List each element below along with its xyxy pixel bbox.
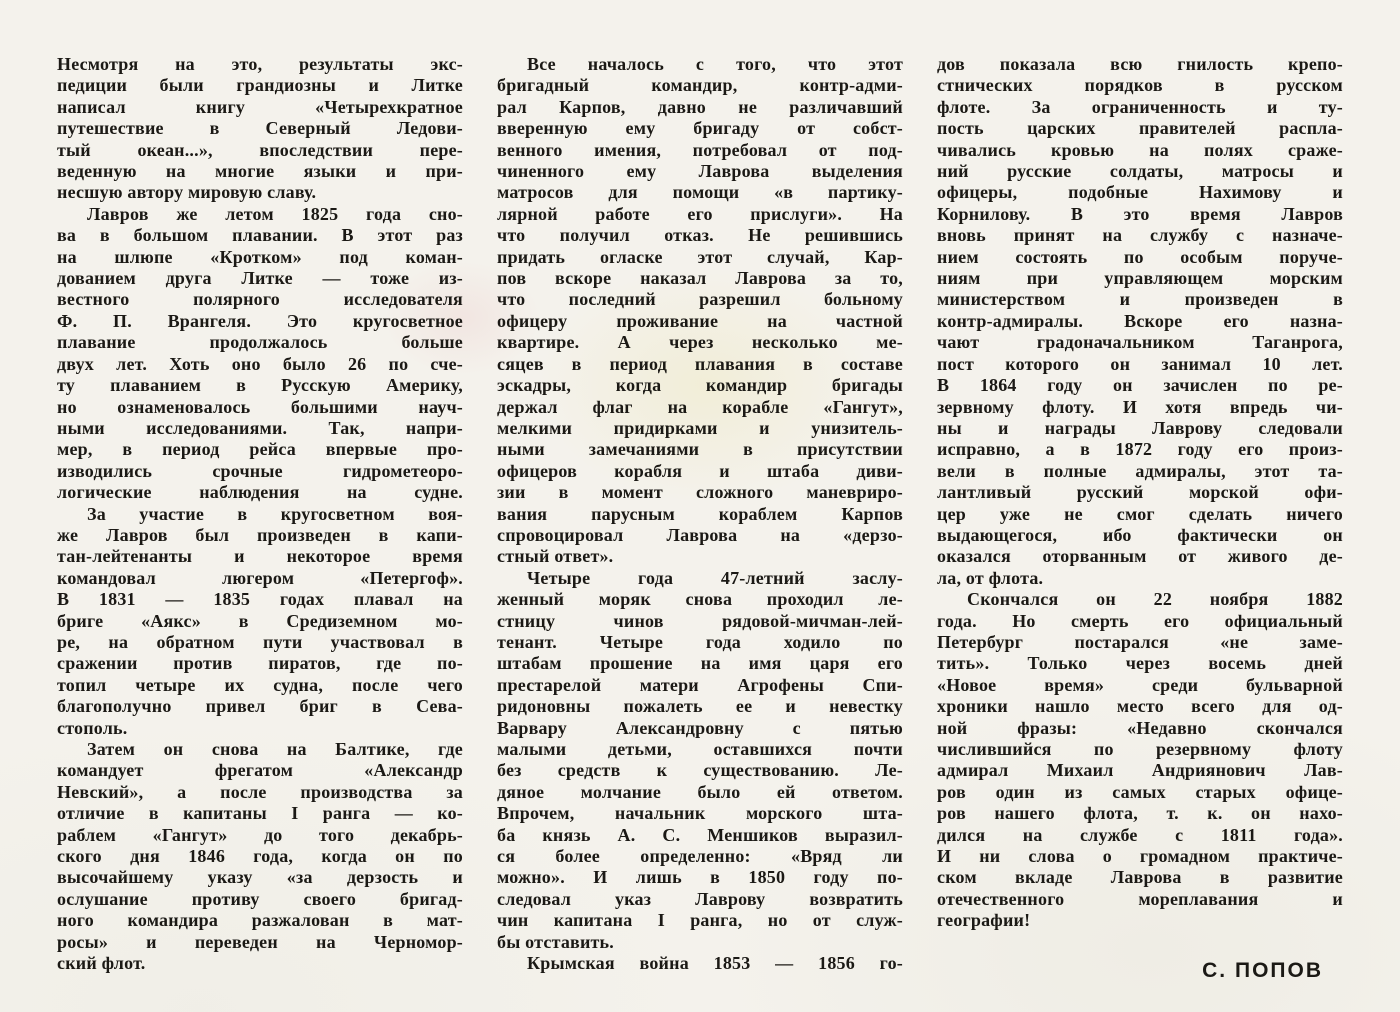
- text-line: высочайшему указу «за дерзость и: [57, 867, 463, 888]
- text-line: ной фразы: «Недавно скончался: [937, 717, 1343, 738]
- text-line: И ни слова о громадном практиче-: [937, 846, 1343, 867]
- text-line: ниям при управляющем морским: [937, 268, 1343, 289]
- text-line: спровоцировал Лаврова на «дерзо-: [497, 524, 903, 545]
- text-line: Все началось с того, что этот: [527, 54, 903, 74]
- text-line: выдающегося, ибо фактически он: [937, 524, 1343, 545]
- text-line: эскадры, когда командир бригады: [497, 375, 903, 396]
- text-line: путешествие в Северный Ледови-: [57, 118, 463, 139]
- text-line: малыми детьми, оставшихся почти: [497, 739, 903, 759]
- text-line: командовал люгером «Петергоф».: [57, 567, 463, 588]
- text-line: топил четыре их судна, после чего: [57, 674, 463, 695]
- text-line: офицеры, подобные Нахимову и: [937, 182, 1343, 203]
- text-line: дов показала всю гнилость крепо-: [937, 54, 1343, 74]
- text-line: зервному флоту. И хотя впредь чи-: [937, 396, 1343, 417]
- text-line: зии в момент сложного маневриро-: [497, 482, 903, 503]
- text-line: росы» и переведен на Черномор-: [57, 931, 463, 952]
- text-line: раблем «Гангут» до того декабрь-: [57, 824, 463, 845]
- text-line: написал книгу «Четырехкратное: [57, 96, 463, 117]
- article-column-middle: [497, 54, 903, 974]
- text-line: Крымская война 1853 — 1856 го-: [527, 953, 903, 974]
- text-line: рал Карпов, давно не различавший: [497, 96, 903, 117]
- text-line: придать огласке этот случай, Кар-: [497, 246, 903, 267]
- text-line: тить». Только через восемь дней: [937, 653, 1343, 674]
- text-line: нием состоять по особым поруче-: [937, 246, 1343, 267]
- text-line: педиции были грандиозны и Литке: [57, 75, 463, 96]
- text-line: же Лавров был произведен в капи-: [57, 524, 463, 545]
- article-column-left: [57, 54, 463, 974]
- text-line: ны и награды Лаврову следовали: [937, 417, 1343, 438]
- text-line: стнических порядков в русском: [937, 75, 1343, 96]
- text-line: бригадный командир, контр-адми-: [497, 75, 903, 96]
- text-line: Ф. П. Врангеля. Это кругосветное: [57, 310, 463, 331]
- text-line: хроники нашло место всего для од-: [937, 696, 1343, 717]
- text-line: Невский», а после производства за: [57, 781, 463, 802]
- text-line: логические наблюдения на судне.: [57, 482, 463, 503]
- text-line: ослушание противу своего бригад-: [57, 888, 463, 909]
- text-line: ся более определенно: «Вряд ли: [497, 846, 903, 867]
- text-line: стополь.: [57, 717, 128, 738]
- text-line: Впрочем, начальник морского шта-: [497, 803, 903, 824]
- text-line: вверенную ему бригаду от собст-: [497, 118, 903, 139]
- text-line: штабам прошение на имя царя его: [497, 653, 903, 674]
- text-line: стный ответ».: [497, 546, 614, 567]
- text-line: престарелой матери Агрофены Спи-: [497, 674, 903, 695]
- text-line: сяцев в период плавания в составе: [497, 353, 903, 374]
- text-line: За участие в кругосветном воя-: [87, 503, 463, 524]
- text-line: женный моряк снова проходил ле-: [497, 589, 903, 610]
- author-signature: С. ПОПОВ: [1202, 958, 1323, 982]
- text-line: Варвару Александровну с пятью: [497, 717, 903, 738]
- text-line: ла, от флота.: [937, 567, 1044, 588]
- text-line: пост которого он занимал 10 лет.: [937, 353, 1343, 374]
- text-line: что получил отказ. Не решившись: [497, 225, 903, 246]
- text-line: лантливый русский морской офи-: [937, 482, 1343, 503]
- text-line: Затем он снова на Балтике, где: [87, 739, 463, 759]
- text-line: Корнилову. В это время Лавров: [937, 203, 1343, 224]
- text-line: ба князь А. С. Меншиков выразил-: [497, 824, 903, 845]
- text-line: лярной работе его прислуги». На: [497, 203, 903, 224]
- text-line: отечественного мореплавания и: [937, 888, 1343, 909]
- text-line: тан-лейтенанты и некоторое время: [57, 546, 463, 567]
- text-line: но ознаменовалось большими науч-: [57, 396, 463, 417]
- text-line: ного командира разжалован в мат-: [57, 910, 463, 931]
- text-line: Скончался он 22 ноября 1882: [967, 589, 1343, 610]
- text-line: ров один из самых старых офице-: [937, 781, 1343, 802]
- text-line: двух лет. Хоть оно было 26 по сче-: [57, 353, 463, 374]
- text-line: отличие в капитаны I ранга — ко-: [57, 803, 463, 824]
- text-line: адмирал Михаил Андриянович Лав-: [937, 760, 1343, 781]
- text-line: офицеру проживание на частной: [497, 310, 903, 331]
- text-line: вания парусным кораблем Карпов: [497, 503, 903, 524]
- text-line: числившийся по резервному флоту: [937, 739, 1343, 759]
- text-line: мер, в период рейса впервые про-: [57, 439, 463, 460]
- text-line: можно». И лишь в 1850 году по-: [497, 867, 903, 888]
- text-line: венного имения, потребовал от под-: [497, 139, 903, 160]
- text-line: несшую автору мировую славу.: [57, 182, 317, 203]
- text-line: без средств к существованию. Ле-: [497, 760, 903, 781]
- text-line: на шлюпе «Кротком» под коман-: [57, 246, 463, 267]
- text-line: цер уже не смог сделать ничего: [937, 503, 1343, 524]
- text-line: Четыре года 47-летний заслу-: [527, 567, 903, 588]
- text-line: дяное молчание было ей ответом.: [497, 781, 903, 802]
- text-line: благополучно привел бриг в Сева-: [57, 696, 463, 717]
- text-line: контр-адмиралы. Вскоре его назна-: [937, 310, 1343, 331]
- text-line: Несмотря на это, результаты экс-: [57, 54, 463, 74]
- text-line: плавание продолжалось больше: [57, 332, 463, 353]
- text-line: оказался оторванным от живого де-: [937, 546, 1343, 567]
- text-line: чин капитана I ранга, но от служ-: [497, 910, 903, 931]
- text-line: «Новое время» среди бульварной: [937, 674, 1343, 695]
- text-line: следовал указ Лаврову возвратить: [497, 888, 903, 909]
- text-line: держал флаг на корабле «Гангут»,: [497, 396, 903, 417]
- text-line: ре, на обратном пути участвовал в: [57, 631, 463, 652]
- text-line: вновь принят на службу с назначе-: [937, 225, 1343, 246]
- text-line: ского дня 1846 года, когда он по: [57, 846, 463, 867]
- text-line: географии!: [937, 910, 1031, 931]
- text-line: чивались кровью на полях сраже-: [937, 139, 1343, 160]
- text-line: флоте. За ограниченность и ту-: [937, 96, 1343, 117]
- text-line: исправно, а в 1872 году его произ-: [937, 439, 1343, 460]
- text-line: бриге «Аякс» в Средиземном мо-: [57, 610, 463, 631]
- text-line: дился на службе с 1811 года».: [937, 824, 1343, 845]
- text-line: бы отставить.: [497, 931, 614, 952]
- text-line: вели в полные адмиралы, этот та-: [937, 460, 1343, 481]
- text-line: сражении против пиратов, где по-: [57, 653, 463, 674]
- text-line: офицеров корабля и штаба диви-: [497, 460, 903, 481]
- text-line: квартире. А через несколько ме-: [497, 332, 903, 353]
- text-line: матросов для помощи «в партику-: [497, 182, 903, 203]
- text-line: тенант. Четыре года ходило по: [497, 631, 903, 652]
- text-line: стницу чинов рядовой-мичман-лей-: [497, 610, 903, 631]
- text-line: ском вкладе Лаврова в развитие: [937, 867, 1343, 888]
- text-line: Петербург постарался «не заме-: [937, 631, 1343, 652]
- text-line: В 1831 — 1835 годах плавал на: [57, 589, 463, 610]
- text-line: ров нашего флота, т. к. он нахо-: [937, 803, 1343, 824]
- text-line: В 1864 году он зачислен по ре-: [937, 375, 1343, 396]
- text-line: мелкими придирками и унизитель-: [497, 417, 903, 438]
- text-line: ва в большом плавании. В этот раз: [57, 225, 463, 246]
- text-line: дованием друга Литке — тоже из-: [57, 268, 463, 289]
- text-line: веденную на многие языки и при-: [57, 161, 463, 182]
- article-column-right: [937, 54, 1343, 983]
- text-line: чиненного ему Лаврова выделения: [497, 161, 903, 182]
- text-line: вестного полярного исследователя: [57, 289, 463, 310]
- text-line: чают градоначальником Таганрога,: [937, 332, 1343, 353]
- text-line: ний русские солдаты, матросы и: [937, 161, 1343, 182]
- text-line: ский флот.: [57, 953, 146, 974]
- text-line: министерством и произведен в: [937, 289, 1343, 310]
- text-line: ту плаванием в Русскую Америку,: [57, 375, 463, 396]
- text-line: пов вскоре наказал Лаврова за то,: [497, 268, 903, 289]
- text-line: изводились срочные гидрометеоро-: [57, 460, 463, 481]
- text-line: Лавров же летом 1825 года сно-: [87, 203, 463, 224]
- text-line: пость царских правителей распла-: [937, 118, 1343, 139]
- text-line: ными замечаниями в присутствии: [497, 439, 903, 460]
- text-line: года. Но смерть его официальный: [937, 610, 1343, 631]
- text-line: командует фрегатом «Александр: [57, 760, 463, 781]
- text-line: что последний разрешил больному: [497, 289, 903, 310]
- text-line: ными исследованиями. Так, напри-: [57, 417, 463, 438]
- text-line: ридоновны пожалеть ее и невестку: [497, 696, 903, 717]
- text-line: тый океан...», впоследствии пере-: [57, 139, 463, 160]
